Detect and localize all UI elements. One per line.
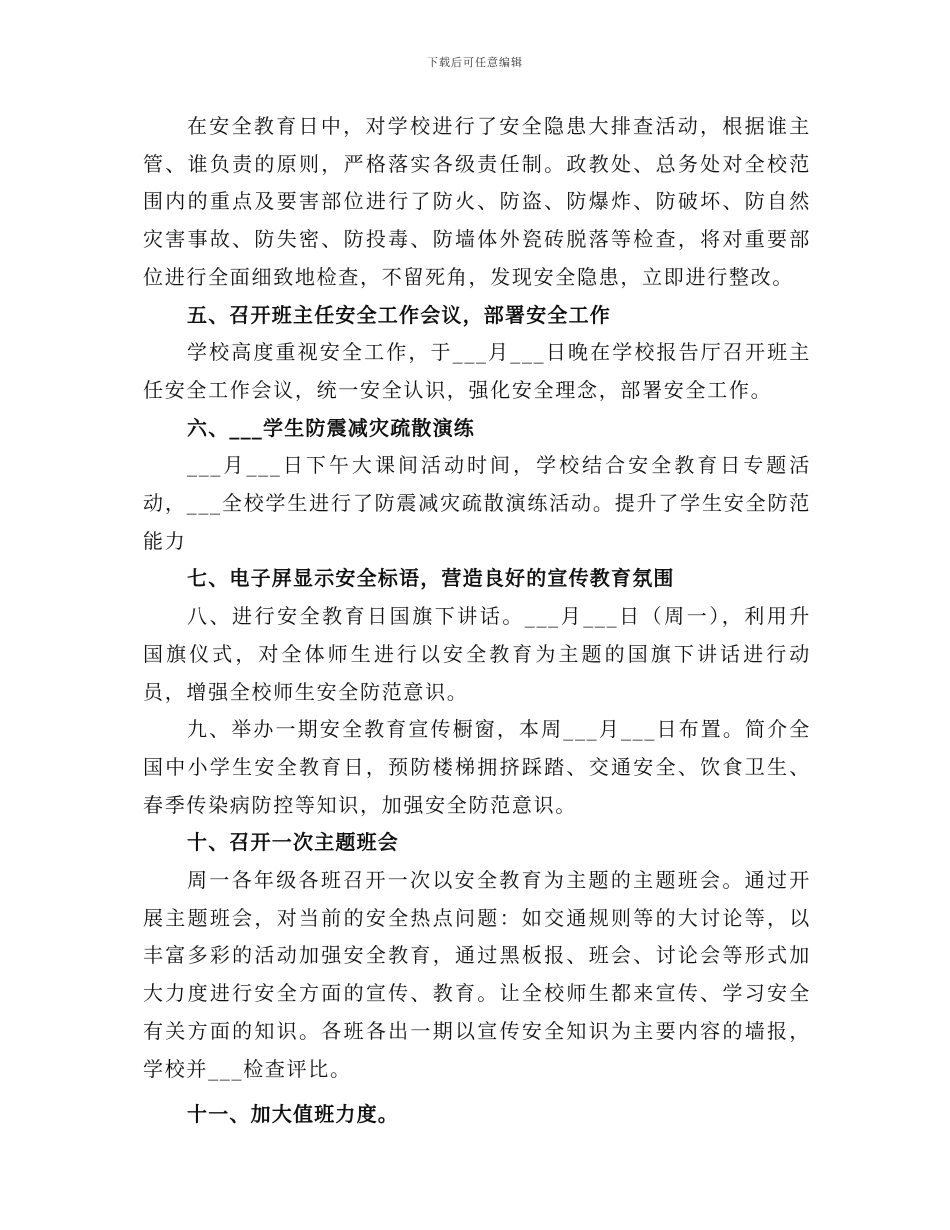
section-heading-10: 十、召开一次主题班会 bbox=[187, 830, 399, 855]
section-heading-7: 七、电子屏显示安全标语，营造良好的宣传教育氛围 bbox=[187, 566, 675, 591]
page-header: 下载后可任意编辑 bbox=[427, 56, 523, 69]
paragraph-teacher-meeting: 学校高度重视安全工作，于___月___日晚在学校报告厅召开班主任安全工作会议，统一安全认识，强化安全理念，部署安全工作。 bbox=[143, 340, 811, 402]
section-heading-6: 六、___学生防震减灾疏散演练 bbox=[187, 415, 475, 440]
paragraph-display-window: 九、举办一期安全教育宣传橱窗，本周___月___日布置。简介全国中小学生安全教育日，预防楼梯拥挤踩踏、交通安全、饮食卫生、春季传染病防控等知识，加强安全防范意识。 bbox=[143, 717, 811, 817]
paragraph-evacuation-drill: ___月___日下午大课间活动时间，学校结合安全教育日专题活动，___全校学生进行了防震减灾疏散演练活动。提升了学生安全防范能力 bbox=[143, 453, 811, 553]
paragraph-flag-speech: 八、进行安全教育日国旗下讲话。___月___日（周一），利用升国旗仪式，对全体师生进行以安全教育为主题的国旗下讲话进行动员，增强全校师生安全防范意识。 bbox=[143, 604, 811, 704]
section-heading-5: 五、召开班主任安全工作会议，部署安全工作 bbox=[187, 302, 611, 327]
paragraph-class-meeting: 周一各年级各班召开一次以安全教育为主题的主题班会。通过开展主题班会，对当前的安全热点问题：如交通规则等的大讨论等，以丰富多彩的活动加强安全教育，通过黑板报、班会、讨论会等形式加大力度进行安全方面的宣传、教育。让全校师生都来宣传、学习安全有关方面的知识。各班各出一期以宣传安全知识为主要内容的墙报，学校并___检查评比。 bbox=[143, 868, 811, 1081]
document-body bbox=[143, 108, 811, 1134]
paragraph-safety-inspection: 在安全教育日中，对学校进行了安全隐患大排查活动，根据谁主管、谁负责的原则，严格落实各级责任制。政教处、总务处对全校范围内的重点及要害部位进行了防火、防盗、防爆炸、防破坏、防自然灾害事故、防失密、防投毒、防墙体外瓷砖脱落等检查，将对重要部位进行全面细致地检查，不留死角，发现安全隐患，立即进行整改。 bbox=[143, 114, 811, 289]
section-heading-11: 十一、加大值班力度。 bbox=[187, 1102, 399, 1127]
